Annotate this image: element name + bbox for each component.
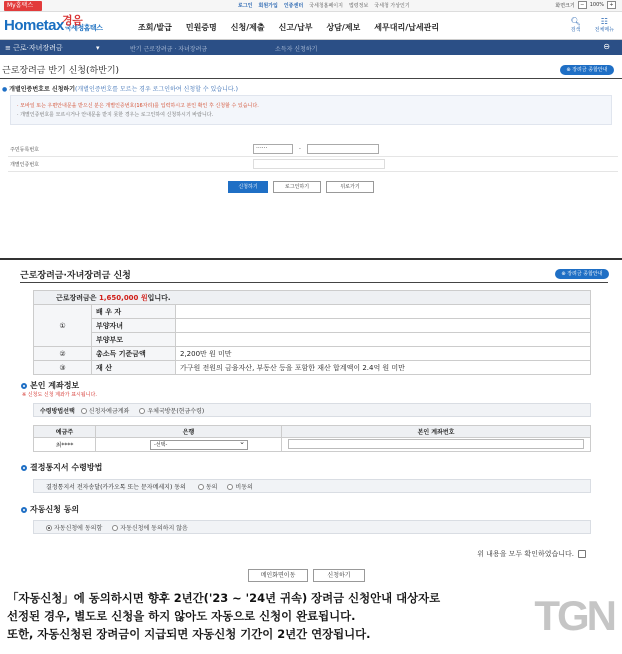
col-holder: 예금주 <box>34 426 96 438</box>
menu-consult[interactable]: 상담/제보 <box>326 23 361 32</box>
auth-title: 개별인증번호로 신청하기 <box>9 86 76 93</box>
auto-option-disagree[interactable]: 자동신청에 동의하지 않음 <box>112 523 188 532</box>
radio-icon <box>112 525 118 531</box>
eligibility-table <box>33 290 591 375</box>
row-label: 부양부모 <box>92 333 176 347</box>
table-row <box>34 319 591 333</box>
receive-method-row <box>33 403 591 417</box>
auto-option-agree[interactable]: 자동신청에 동의함 <box>46 523 102 532</box>
search-icon: 🔍︎ <box>570 17 581 26</box>
receive-option-post[interactable]: 우체국방문(현금수령) <box>139 406 204 415</box>
guide-button-upper[interactable]: ⊕ 장려금 종합안내 <box>560 65 614 75</box>
caption-line3: 또한, 자동신청된 장려금이 지급되면 자동신청 기간이 2년간 연장됩니다. <box>7 627 371 641</box>
search-label: 검색 <box>570 27 581 33</box>
amount-value: 1,650,000 원 <box>99 293 148 302</box>
login-button[interactable]: 로그인하기 <box>273 181 321 193</box>
search-button[interactable] <box>571 17 581 33</box>
auth-form <box>8 142 618 172</box>
breadcrumb-path2[interactable]: 반기 근로장려금 · 자녀장려금 <box>130 46 208 53</box>
table-row <box>34 333 591 347</box>
receive-option-account[interactable]: 신청자예금계좌 <box>81 406 130 415</box>
row-value <box>176 333 591 347</box>
zoom-label: 화면크기 <box>555 2 575 9</box>
page-title: 근로장려금 반기 신청(하반기) <box>2 66 120 76</box>
auto-section-title: 자동신청 동의 <box>21 504 79 515</box>
row-label: 배 우 자 <box>92 305 176 319</box>
col-account: 본인 계좌번호 <box>282 426 591 438</box>
login-link[interactable]: 로그인 <box>238 3 253 9</box>
notice-consent-row <box>33 479 591 493</box>
receive-method-label: 수령방법선택 <box>40 407 75 415</box>
law-info-link[interactable]: 법령정보 <box>348 3 369 9</box>
breadcrumb-current[interactable]: ≡ 근로·자녀장려금 ▾ <box>5 44 100 52</box>
caption-text <box>7 589 440 643</box>
row-number: ③ <box>34 361 92 375</box>
rrn-dash: - <box>299 146 301 152</box>
zoom-in-icon[interactable]: + <box>607 1 616 9</box>
code-input[interactable] <box>253 159 385 169</box>
watermark-logo: TGN <box>534 592 614 639</box>
bullet-icon <box>21 465 27 471</box>
my-hometax-button[interactable]: My홈택스 <box>4 1 42 11</box>
rrn-front-input[interactable]: ······ <box>253 144 293 154</box>
code-row <box>8 157 618 172</box>
notice-section-title: 결정통지서 수령방법 <box>21 462 102 473</box>
all-menu-label: 전체메뉴 <box>594 27 614 33</box>
main-menu <box>138 22 439 33</box>
upper-buttons <box>228 181 374 193</box>
notice-line2: · 개별인증번호를 모르시거나 안내문을 받지 못한 경우는 로그인하여 신청하시기 바랍니다. <box>17 112 214 118</box>
divider <box>0 78 622 79</box>
holder-value: 최**** <box>34 438 96 452</box>
radio-icon <box>139 408 145 414</box>
account-section-title: 본인 계좌정보 <box>21 380 79 391</box>
col-bank: 은행 <box>96 426 282 438</box>
table-row <box>34 361 591 375</box>
back-button[interactable]: 뒤로가기 <box>326 181 374 193</box>
menu-agent[interactable]: 세무대리/납세관리 <box>374 23 440 32</box>
confirm-checkbox[interactable] <box>578 550 586 558</box>
section-divider <box>0 258 622 260</box>
notice-consent-label: 결정통지서 전자송달(카카오톡 또는 문자메세지) 동의 <box>46 483 186 491</box>
menu-filing[interactable]: 신고/납부 <box>278 23 313 32</box>
rrn-back-input[interactable] <box>307 144 379 154</box>
table-row <box>34 347 591 361</box>
guide-button-lower[interactable]: ⊕ 장려금 종합안내 <box>555 269 609 279</box>
zoom-out-icon[interactable]: − <box>578 1 587 9</box>
radio-icon <box>198 484 204 490</box>
radio-selected-icon <box>46 525 52 531</box>
row-value <box>176 319 591 333</box>
confirm-row <box>477 549 586 559</box>
zoom-value: 100% <box>589 2 604 8</box>
breadcrumb <box>0 40 622 55</box>
section-title: 근로장려금·자녀장려금 신청 <box>20 271 131 281</box>
apply-button-upper[interactable]: 신청하기 <box>228 181 268 193</box>
notice-line1: · 모바일 또는 우편안내문을 받으신 분은 개별인증번호(16자리)를 입력하시고 본인 확인 후 신청할 수 있습니다. <box>17 103 259 109</box>
table-row <box>34 438 591 452</box>
logo-seal: 경음 <box>62 14 83 27</box>
lower-buttons <box>248 569 365 582</box>
main-page-button[interactable]: 메인화면이동 <box>248 569 308 582</box>
apply-button-lower[interactable]: 신청하기 <box>313 569 365 582</box>
bullet-icon: ● <box>2 86 8 93</box>
breadcrumb-collapse-icon[interactable]: ⊖ <box>603 42 610 51</box>
caption-line1: 「자동신청」에 동의하시면 향후 2년간('23 ~ '24년 귀속) 장려금 신청안내 대상자로 <box>7 591 441 605</box>
row-label: 재 산 <box>92 361 176 375</box>
row-value: 가구원 전원의 금융자산, 부동산 등을 포함한 재산 합계액이 2.4억 원 미만 <box>176 361 591 375</box>
account-number-input[interactable] <box>288 439 584 449</box>
summary-row <box>34 291 591 305</box>
summary-cell: 근로장려금은 1,650,000 원입니다. <box>34 291 591 305</box>
radio-icon <box>227 484 233 490</box>
menu-inquiry[interactable]: 조회/발급 <box>138 23 172 32</box>
row-label: 총소득 기준금액 <box>92 347 176 361</box>
row-number: ② <box>34 347 92 361</box>
logo-text: Hometax <box>4 17 64 34</box>
code-label: 개별인증번호 <box>10 161 39 168</box>
auth-heading <box>2 84 238 93</box>
breadcrumb-path3[interactable]: 소득자 신청하기 <box>275 46 318 53</box>
menu-certificate[interactable]: 민원증명 <box>185 23 217 32</box>
cert-center-link[interactable]: 인증센터 <box>283 3 304 9</box>
hometax-logo[interactable] <box>4 14 103 34</box>
nts-home-link[interactable]: 국세청홈페이지 <box>309 3 343 9</box>
row-number: ① <box>34 305 92 347</box>
auth-note: (개별인증번호를 모르는 경우 로그인하여 신청할 수 있습니다.) <box>75 86 238 93</box>
table-row <box>34 305 591 319</box>
signup-link[interactable]: 회원가입 <box>258 3 278 9</box>
notice-option-agree[interactable]: 동의 <box>198 482 218 491</box>
zoom-control <box>555 1 616 9</box>
notice-box <box>10 95 612 125</box>
row-value <box>176 305 591 319</box>
virtual-link[interactable]: 국세청 가상인기 <box>374 3 410 9</box>
rrn-label: 주민등록번호 <box>10 146 39 153</box>
utility-bar <box>0 0 622 12</box>
menu-application[interactable]: 신청/제출 <box>230 23 265 32</box>
caption-line2: 선정된 경우, 별도로 신청을 하지 않아도 자동으로 신청이 완료됩니다. <box>7 609 356 623</box>
nav-icons <box>571 17 614 33</box>
all-menu-button[interactable] <box>595 17 614 33</box>
account-warning: ※ 신청도 신청 계좌가 표시됩니다. <box>22 392 97 398</box>
rrn-row <box>8 142 618 157</box>
bank-select[interactable]: -선택- ⌄ <box>150 440 248 450</box>
main-nav <box>0 12 622 40</box>
radio-icon <box>81 408 87 414</box>
row-value: 2,200만 원 미만 <box>176 347 591 361</box>
bullet-icon <box>21 383 27 389</box>
bullet-icon <box>21 507 27 513</box>
grid-icon: ☷ <box>600 17 608 26</box>
utility-links <box>238 2 410 9</box>
confirm-text: 위 내용을 모두 확인하였습니다. <box>477 550 574 558</box>
row-label: 부양자녀 <box>92 319 176 333</box>
auto-consent-row <box>33 520 591 534</box>
account-table <box>33 425 591 452</box>
notice-option-disagree[interactable]: 비동의 <box>227 482 252 491</box>
divider <box>20 282 608 283</box>
logo-subtext: 국세청홈택스 <box>64 25 103 32</box>
